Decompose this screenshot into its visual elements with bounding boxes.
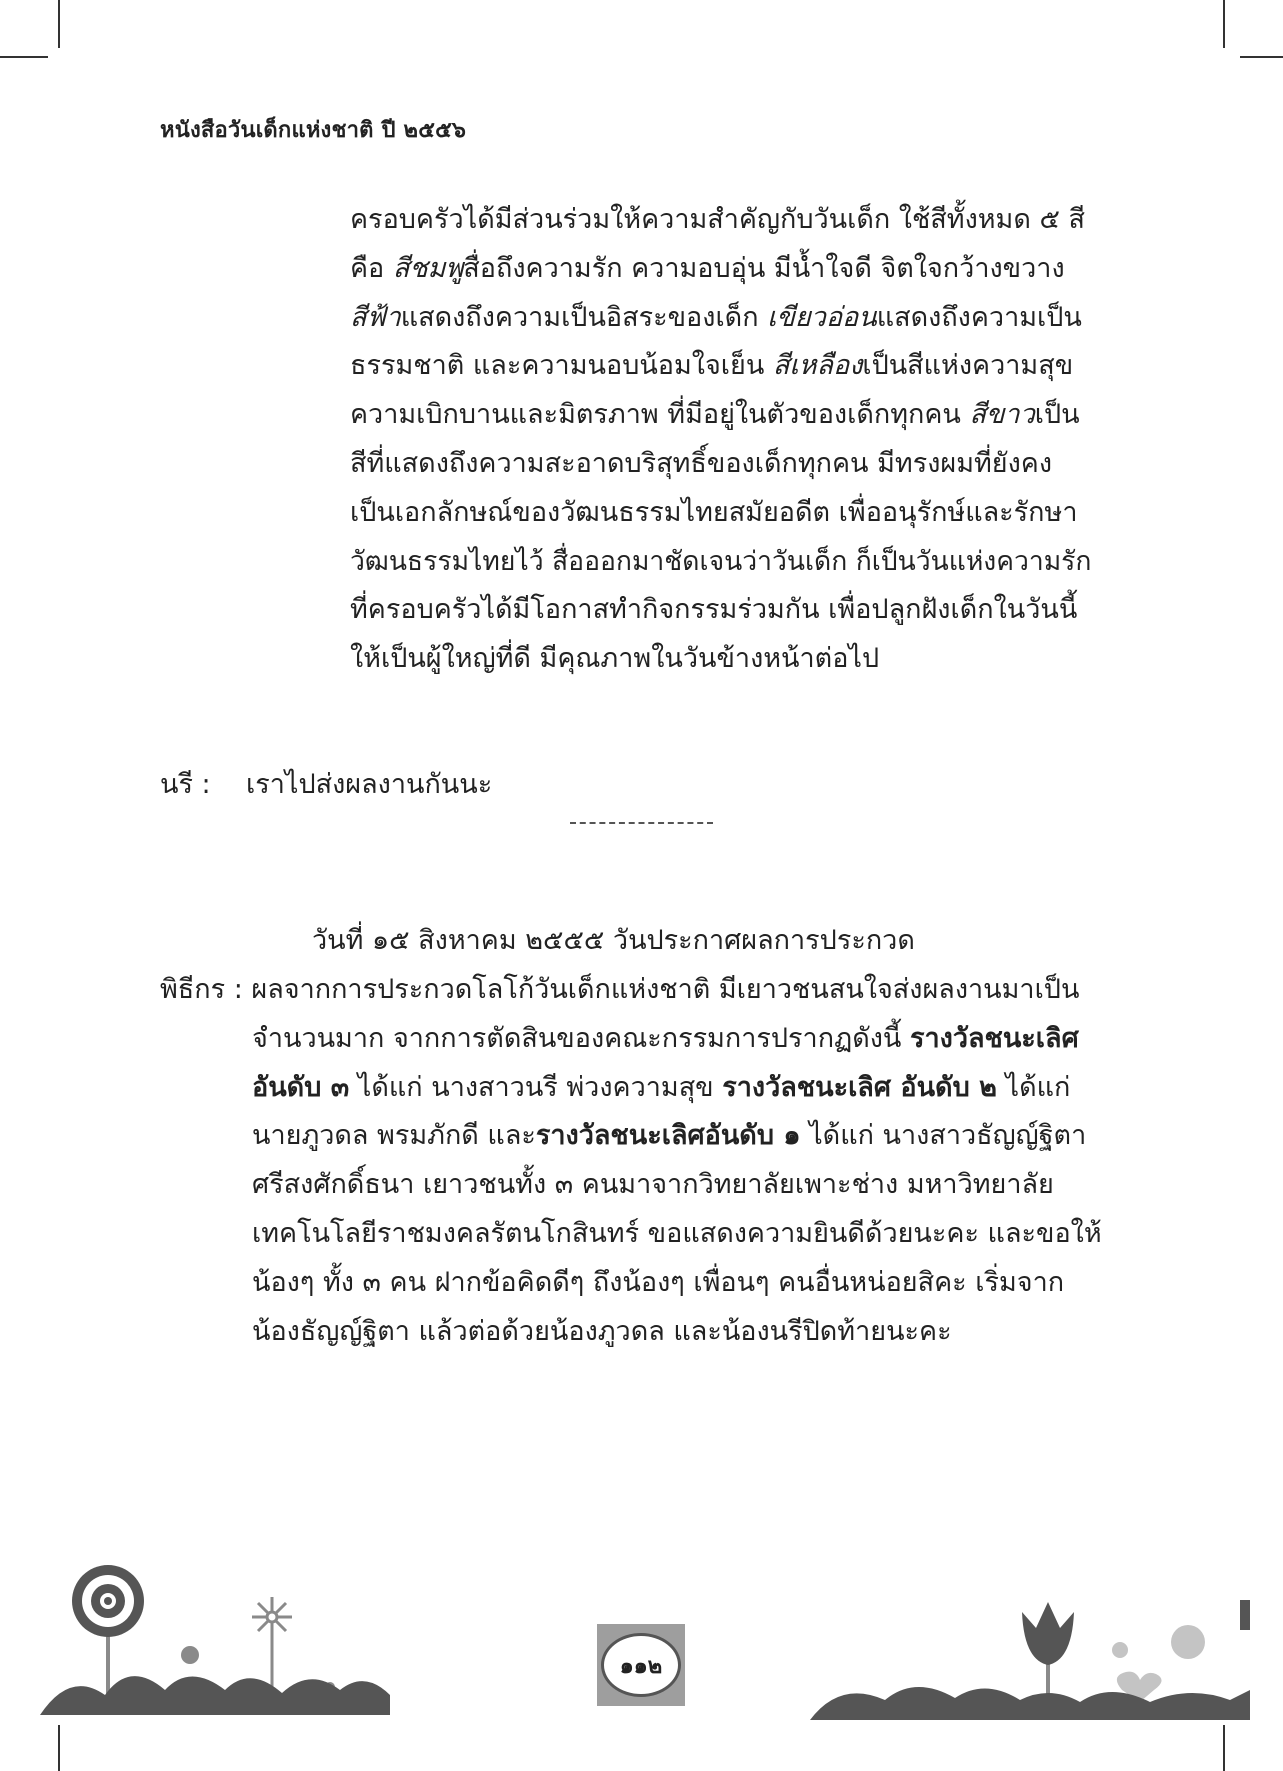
flower-decoration-right bbox=[810, 1590, 1250, 1720]
dot-icon bbox=[1171, 1625, 1205, 1659]
crop-mark-top-right-h bbox=[1240, 56, 1283, 58]
text-run: แสดงถึงความเป็นอิสระของเด็ก bbox=[400, 301, 768, 333]
text-run: สีที่แสดงถึงความสะอาดบริสุทธิ์ของเด็กทุกคน มีทรงผมที่ยังคง bbox=[350, 447, 1053, 479]
text-line bbox=[350, 635, 1095, 684]
section-divider bbox=[570, 822, 713, 824]
italic-text: สีขาว bbox=[969, 399, 1035, 431]
crop-mark-top-left-v bbox=[58, 0, 60, 48]
date-line: วันที่ ๑๕ สิงหาคม ๒๕๕๕ วันประกาศผลการประกวด bbox=[312, 925, 915, 956]
page-number: ๑๑๒ bbox=[601, 1633, 681, 1697]
text-run: ความเบิกบานและมิตรภาพ ที่มีอยู่ในตัวของเด็กทุกคน bbox=[350, 399, 970, 431]
running-header: หนังสือวันเด็กแห่งชาติ ปี ๒๕๕๖ bbox=[160, 118, 467, 143]
text-run: ที่ครอบครัวได้มีโอกาสทำกิจกรรมร่วมกัน เพื่อปลูกฝังเด็กในวันนี้ bbox=[350, 594, 1078, 626]
announcement-paragraph bbox=[160, 966, 1130, 1356]
italic-text: เขียวอ่อน bbox=[767, 301, 877, 333]
bold-text: รางวัลชนะเลิศ bbox=[909, 1022, 1079, 1054]
small-dot-icon bbox=[181, 1646, 199, 1664]
text-run: ธรรมชาติ และความนอบน้อมใจเย็น bbox=[350, 350, 773, 382]
text-line bbox=[160, 1259, 1130, 1308]
ground-mounds bbox=[40, 1676, 390, 1715]
text-line bbox=[350, 586, 1095, 635]
speaker-label: นรี : bbox=[160, 769, 211, 800]
text-run: ได้แก่ bbox=[996, 1071, 1071, 1103]
text-line bbox=[160, 1210, 1130, 1259]
sunflower-icon bbox=[72, 1565, 144, 1695]
dot-icon bbox=[1112, 1642, 1128, 1658]
color-meaning-paragraph bbox=[350, 196, 1095, 684]
text-line bbox=[350, 440, 1095, 489]
text-run: จำนวนมาก จากการตัดสินของคณะกรรมการปรากฏดังนี้ bbox=[252, 1022, 910, 1054]
italic-text: สีฟ้า bbox=[350, 301, 401, 333]
italic-text: สีเหลือง bbox=[772, 350, 863, 382]
edge-bar bbox=[1240, 1600, 1250, 1630]
text-line bbox=[350, 538, 1095, 587]
text-line bbox=[350, 294, 1095, 343]
text-run: นายภูวดล พรมภักดี และ bbox=[252, 1120, 536, 1152]
crop-mark-top-right-v bbox=[1223, 0, 1225, 48]
dialog-text: เราไปส่งผลงานกันนะ bbox=[246, 769, 493, 800]
dialog-nari bbox=[160, 762, 492, 805]
text-line bbox=[160, 1064, 1130, 1113]
text-line bbox=[160, 1308, 1130, 1357]
text-run: ครอบครัวได้มีส่วนร่วมให้ความสำคัญกับวันเด็ก ใช้สีทั้งหมด ๕ สี bbox=[350, 204, 1085, 235]
text-line bbox=[160, 966, 1130, 1015]
flower-decoration-left bbox=[30, 1555, 550, 1715]
text-run: สื่อถึงความรัก ความอบอุ่น มีน้ำใจดี จิตใจกว้างขวาง bbox=[463, 252, 1065, 284]
bold-text: รางวัลชนะเลิศอันดับ ๑ bbox=[535, 1120, 801, 1152]
crop-mark-bottom-left-v bbox=[58, 1725, 60, 1771]
text-line bbox=[350, 245, 1095, 294]
text-run: เป็น bbox=[1034, 399, 1080, 431]
text-run: น้องๆ ทั้ง ๓ คน ฝากข้อคิดดีๆ ถึงน้องๆ เพื่อนๆ คนอื่นหน่อยสิคะ เริ่มจาก bbox=[252, 1266, 1065, 1298]
text-line bbox=[160, 1161, 1130, 1210]
text-line bbox=[160, 1112, 1130, 1161]
text-run: น้องธัญญ์ฐิตา แล้วต่อด้วยน้องภูวดล และน้องนรีปิดท้ายนะคะ bbox=[252, 1315, 952, 1347]
bold-text: อันดับ ๓ bbox=[252, 1071, 350, 1103]
page-number-box bbox=[597, 1624, 685, 1706]
text-line bbox=[350, 391, 1095, 440]
text-run: แสดงถึงความเป็น bbox=[876, 301, 1082, 333]
crop-mark-bottom-right-v bbox=[1223, 1725, 1225, 1771]
text-run: ได้แก่ นางสาวธัญญ์ฐิตา bbox=[800, 1120, 1087, 1152]
text-run: วัฒนธรรมไทยไว้ สื่อออกมาชัดเจนว่าวันเด็ก ก็เป็นวันแห่งความรัก bbox=[350, 545, 1092, 577]
bold-text: รางวัลชนะเลิศ อันดับ ๒ bbox=[722, 1071, 997, 1103]
text-run: เป็นเอกลักษณ์ของวัฒนธรรมไทยสมัยอดีต เพื่ออนุรักษ์และรักษา bbox=[350, 496, 1078, 528]
crop-mark-top-left-h bbox=[0, 56, 48, 58]
ground-mounds bbox=[810, 1687, 1250, 1720]
text-run: พิธีกร : ผลจากการประกวดโลโก้วันเด็กแห่งชาติ มีเยาวชนสนใจส่งผลงานมาเป็น bbox=[160, 974, 1080, 1005]
text-line bbox=[160, 1015, 1130, 1064]
text-run: เป็นสีแห่งความสุข bbox=[862, 350, 1074, 382]
text-line bbox=[350, 489, 1095, 538]
text-run: ให้เป็นผู้ใหญ่ที่ดี มีคุณภาพในวันข้างหน้าต่อไป bbox=[350, 643, 880, 675]
text-run: เทคโนโลยีราชมงคลรัตนโกสินทร์ ขอแสดงความยินดีด้วยนะคะ และขอให้ bbox=[252, 1217, 1102, 1249]
text-line bbox=[350, 196, 1095, 245]
text-run: ศรีสงศักดิ์ธนา เยาวชนทั้ง ๓ คนมาจากวิทยาลัยเพาะช่าง มหาวิทยาลัย bbox=[252, 1169, 1054, 1201]
text-line bbox=[350, 342, 1095, 391]
text-run: คือ bbox=[350, 252, 393, 284]
italic-text: สีชมพู bbox=[392, 252, 464, 284]
text-run: ได้แก่ นางสาวนรี พ่วงความสุข bbox=[349, 1071, 723, 1103]
